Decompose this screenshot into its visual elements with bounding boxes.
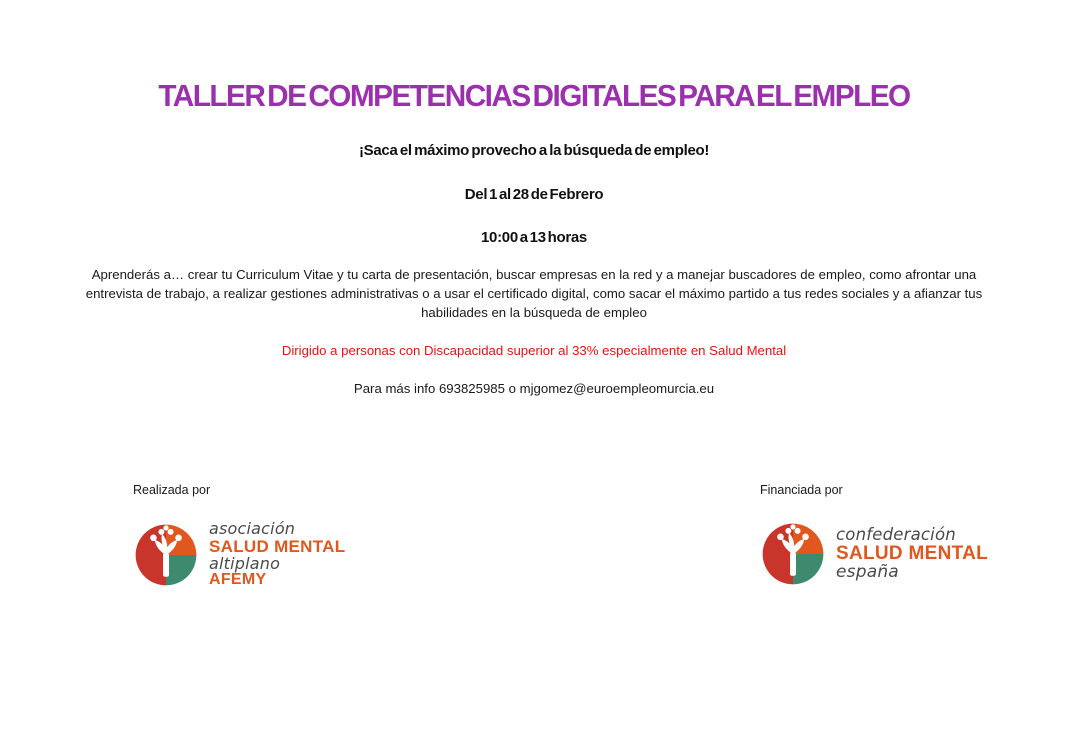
wordmark-line-2: SALUD MENTAL: [836, 542, 989, 564]
poster-hours: 10:00 a 13 horas: [481, 229, 587, 246]
salud-mental-tree-icon: [760, 521, 826, 587]
poster-target-audience: Dirigido a personas con Discapacidad superior al 33% especialmente en Salud Mental: [281, 343, 787, 358]
page-title: TALLER DE COMPETENCIAS DIGITALES PARA EL EMPLEO: [158, 78, 910, 113]
wordmark-line-3: altiplano: [209, 553, 281, 573]
wordmark-left: [209, 521, 345, 589]
poster-subtitle: ¡Saca el máximo provecho a la búsqueda de empleo!: [358, 142, 710, 159]
wordmark-line-1: confederación: [836, 525, 956, 545]
wordmark-right: [836, 526, 988, 581]
wordmark-line-1: asociación: [209, 519, 296, 538]
logo-caption-left: Realizada por: [133, 483, 211, 497]
logo-block-realizada-por: [133, 483, 345, 589]
salud-mental-tree-icon: [133, 522, 199, 588]
wordmark-line-2: SALUD MENTAL: [209, 536, 346, 556]
logo-row-left: [133, 521, 345, 589]
wordmark-line-3: españa: [836, 561, 899, 582]
poster-description: Aprenderás a… crear tu Curriculum Vitae y tu carta de presentación, buscar empresas en la red y a manejar buscadores de empleo, como afrontar una entrevista de trabajo, a realizar gestiones administrativas o a usar el certificado digital, como sacar el máximo partido a tus redes sociales y a afianzar tus habilidades en la búsqueda de empleo: [85, 267, 983, 320]
poster-contact-info: Para más info 693825985 o mjgomez@euroempleomurcia.eu: [353, 381, 715, 396]
logo-caption-right: Financiada por: [760, 483, 843, 497]
logo-row-right: [760, 521, 988, 587]
wordmark-line-4: AFEMY: [209, 571, 267, 589]
logo-block-financiada-por: [760, 483, 988, 587]
poster-dates: Del 1 al 28 de Febrero: [464, 186, 604, 203]
